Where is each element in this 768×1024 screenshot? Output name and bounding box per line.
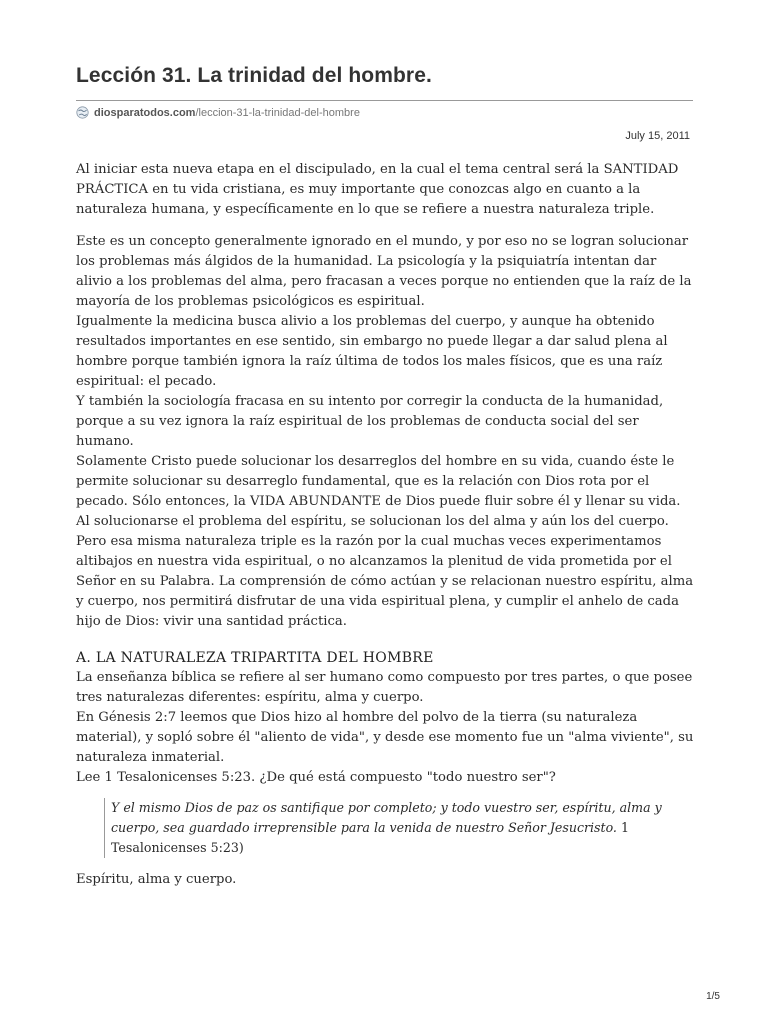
paragraph: Al iniciar esta nueva etapa en el discipulado, en la cual el tema central será la SANTIDAD PRÁCTICA en tu vida cristiana, es muy importante que conozcas algo en cuanto a la naturaleza humana, y específicamente en lo que se refiere a nuestra naturaleza triple. <box>76 162 679 217</box>
paragraph: Espíritu, alma y cuerpo. <box>76 872 237 887</box>
paragraph: Este es un concepto generalmente ignorado en el mundo, y por eso no se logran solucionar los problemas más álgidos de la humanidad. La psicología y la psiquiatría intentan dar alivio a los problemas del alma, pero fracasan a veces porque no entienden que la raíz de la mayoría de los problemas psicológicos es espiritual. <box>76 234 692 309</box>
quote-text: Y el mismo Dios de paz os santifique por completo; y todo vuestro ser, espíritu, alma y cuerpo, sea guardado irreprensible para la venida de nuestro Señor Jesucristo. <box>111 800 662 835</box>
paragraph: En Génesis 2:7 leemos que Dios hizo al hombre del polvo de la tierra (su naturaleza material), y sopló sobre él "aliento de vida", y desde ese momento fue un "alma viviente", su naturaleza inmaterial. <box>76 710 694 765</box>
source-path[interactable]: /leccion-31-la-trinidad-del-hombre <box>195 106 360 119</box>
article-body <box>76 160 694 902</box>
title-divider <box>76 100 693 101</box>
quote-reference: 1 Tesalonicenses 5:23) <box>111 820 629 855</box>
paragraph: Lee 1 Tesalonicenses 5:23. ¿De qué está compuesto "todo nuestro ser"? <box>76 770 556 785</box>
paragraph: Y también la sociología fracasa en su intento por corregir la conducta de la humanidad, porque a su vez ignora la raíz espiritual de los problemas de conducta social del ser humano. <box>76 394 664 449</box>
publish-date: July 15, 2011 <box>625 130 690 142</box>
paragraph: Igualmente la medicina busca alivio a los problemas del cuerpo, y aunque ha obtenido resultados importantes en ese sentido, sin embargo no puede llegar a dar salud plena al hombre porque también ignora la raíz última de todos los males físicos, que es una raíz espiritual: el pecado. <box>76 314 668 389</box>
source-link[interactable] <box>76 106 360 119</box>
globe-icon <box>76 106 89 119</box>
source-domain[interactable]: diosparatodos.com <box>94 106 196 119</box>
paragraph: Solamente Cristo puede solucionar los desarreglos del hombre en su vida, cuando éste le permite solucionar su desarreglo fundamental, que es la relación con Dios rota por el pecado. Sólo entonces, la VIDA ABUNDANTE de Dios puede fluir sobre él y llenar su vida. Al solucionarse el problema del espíritu, se solucionan los del alma y aún los del cuerpo. <box>76 454 681 529</box>
paragraph: Pero esa misma naturaleza triple es la razón por la cual muchas veces experimentamos altibajos en nuestra vida espiritual, o no alcanzamos la plenitud de vida prometida por el Señor en su Palabra. La comprensión de cómo actúan y se relacionan nuestro espíritu, alma y cuerpo, nos permitirá disfrutar de una vida espiritual plena, y cumplir el anhelo de cada hijo de Dios: vivir una santidad práctica. <box>76 534 694 629</box>
section-heading: A. LA NATURALEZA TRIPARTITA DEL HOMBRE <box>76 650 434 666</box>
bible-quote <box>104 798 694 858</box>
page-title: Lección 31. La trinidad del hombre. <box>76 64 432 87</box>
page-number: 1/5 <box>706 991 720 1002</box>
paragraph: La enseñanza bíblica se refiere al ser humano como compuesto por tres partes, o que posee tres naturalezas diferentes: espíritu, alma y cuerpo. <box>76 670 693 705</box>
